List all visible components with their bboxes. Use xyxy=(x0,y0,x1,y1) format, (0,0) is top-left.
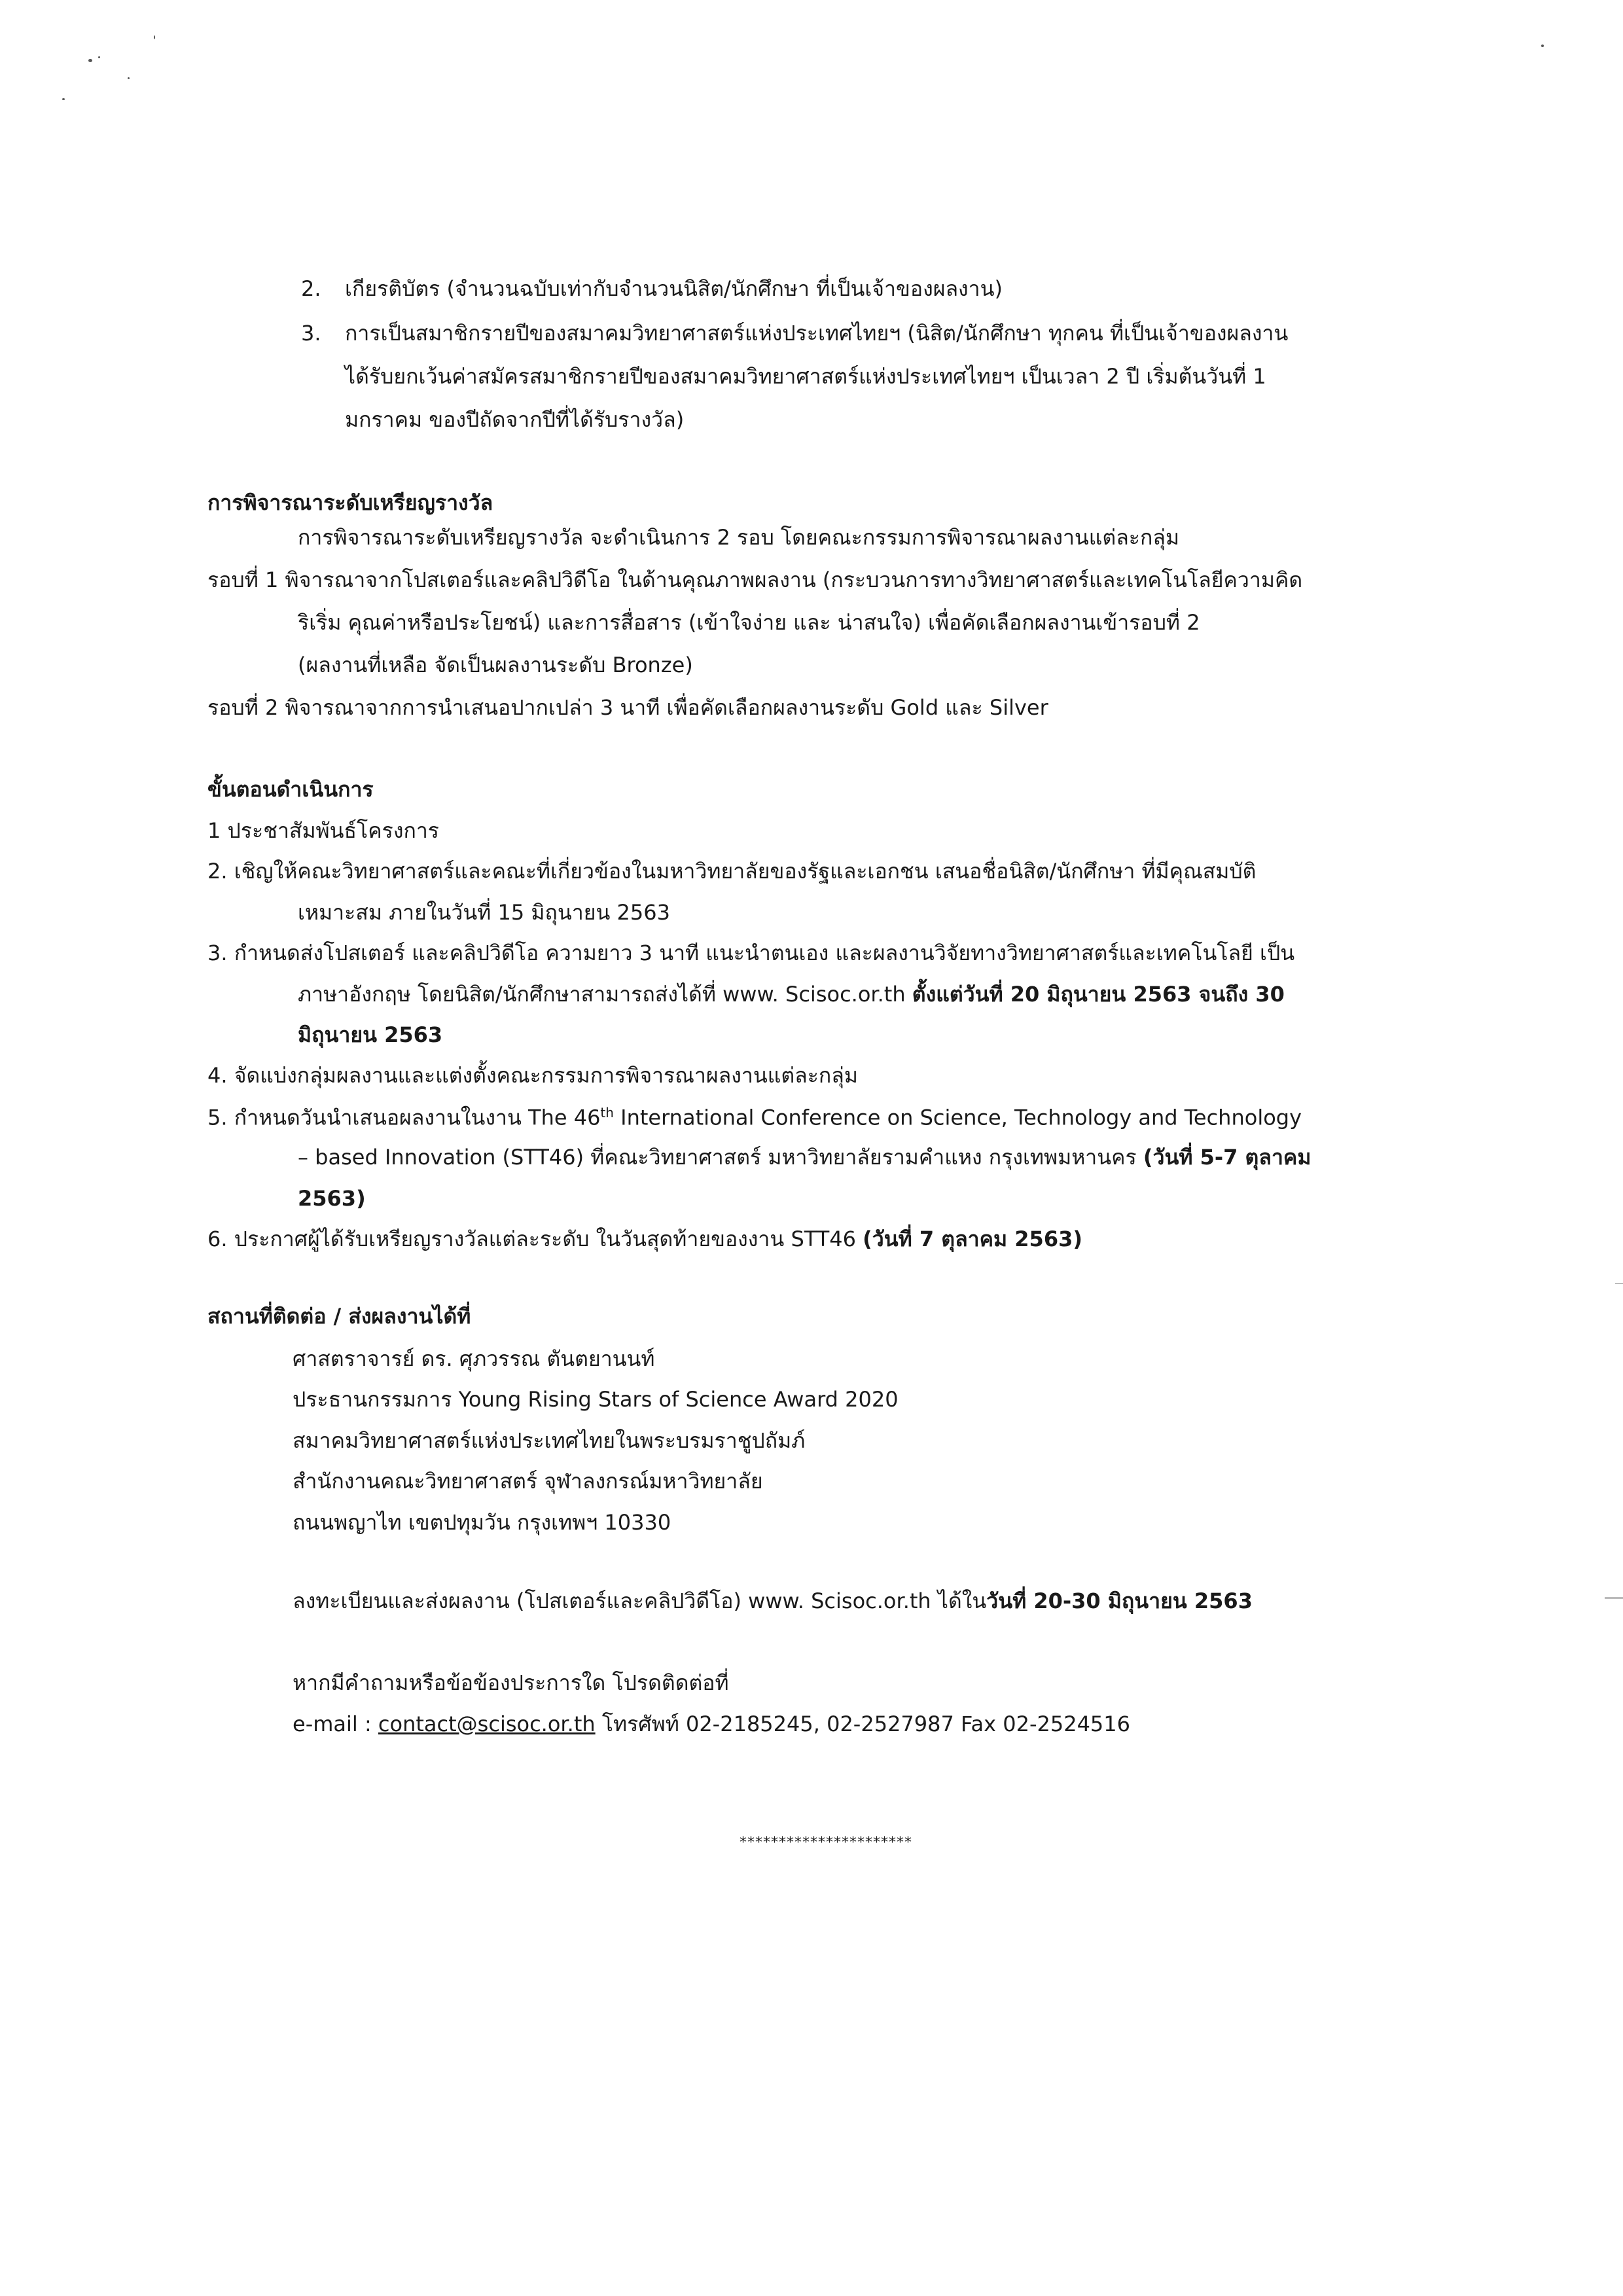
contact-name: ศาสตราจารย์ ดร. ศุภวรรณ ตันตยานนท์ xyxy=(293,1346,655,1371)
medal-section-heading: การพิจารณาระดับเหรียญรางวัล xyxy=(207,490,493,515)
scan-speck xyxy=(154,35,155,39)
email-link[interactable]: contact@scisoc.or.th xyxy=(378,1712,596,1736)
procedure-step-5-line-2 xyxy=(298,1147,1311,1168)
procedure-step-3-text: ภาษาอังกฤษ โดยนิสิต/นักศึกษาสามารถส่งได้ที่ www. Scisoc.or.th xyxy=(298,982,912,1007)
contact-heading: สถานที่ติดต่อ / ส่งผลงานได้ที่ xyxy=(207,1304,471,1329)
scan-speck xyxy=(98,56,100,58)
contact-organization: สมาคมวิทยาศาสตร์แห่งประเทศไทยในพระบรมราชูปถัมภ์ xyxy=(293,1428,806,1453)
procedure-step-2-line-1: 2. เชิญให้คณะวิทยาศาสตร์และคณะที่เกี่ยวข้องในมหาวิทยาลัยของรัฐและเอกชน เสนอชื่อนิสิต/นักศึกษา ที่มีคุณสมบัติ xyxy=(207,859,1257,884)
contact-office: สำนักงานคณะวิทยาศาสตร์ จุฬาลงกรณ์มหาวิทยาลัย xyxy=(293,1469,763,1494)
footer-stars: ********************** xyxy=(740,1835,912,1851)
scan-speck xyxy=(62,98,65,100)
round-1-line-1: รอบที่ 1 พิจารณาจากโปสเตอร์และคลิปวิดีโอ ในด้านคุณภาพผลงาน (กระบวนการทางวิทยาศาสตร์และเทคโนโลยีความคิด xyxy=(207,567,1303,592)
contact-address: ถนนพญาไท เขตปทุมวัน กรุงเทพฯ 10330 xyxy=(293,1510,671,1535)
procedure-step-3-line-3: มิถุนายน 2563 xyxy=(298,1022,443,1047)
scan-edge-mark xyxy=(1615,1283,1623,1284)
phone-fax: โทรศัพท์ 02-2185245, 02-2527987 Fax 02-2524516 xyxy=(595,1712,1130,1736)
round-1-line-2: ริเริ่ม คุณค่าหรือประโยชน์) และการสื่อสาร (เข้าใจง่าย และ น่าสนใจ) เพื่อคัดเลือกผลงานเข้ารอบที่ 2 xyxy=(298,610,1200,635)
procedure-step-2-line-2: เหมาะสม ภายในวันที่ 15 มิถุนายน 2563 xyxy=(298,900,670,925)
award-item-3-line-1: การเป็นสมาชิกรายปีของสมาคมวิทยาศาสตร์แห่งประเทศไทยฯ (นิสิต/นักศึกษา ทุกคน ที่เป็นเจ้าของผลงาน xyxy=(345,321,1289,346)
email-label: e-mail : xyxy=(293,1712,378,1736)
award-item-3-number: 3. xyxy=(301,321,321,346)
procedure-step-1: 1 ประชาสัมพันธ์โครงการ xyxy=(207,818,439,843)
procedure-step-3-line-2 xyxy=(298,984,1285,1005)
procedure-heading: ขั้นตอนดำเนินการ xyxy=(207,777,374,802)
round-1-line-3: (ผลงานที่เหลือ จัดเป็นผลงานระดับ Bronze) xyxy=(298,653,693,677)
procedure-step-5-venue: – based Innovation (STT46) ที่คณะวิทยาศาสตร์ มหาวิทยาลัยรามคำแหง กรุงเทพมหานคร xyxy=(298,1145,1143,1170)
procedure-step-3-line-1: 3. กำหนดส่งโปสเตอร์ และคลิปวิดีโอ ความยาว 3 นาที แนะนำตนเอง และผลงานวิจัยทางวิทยาศาสตร์และเทคโนโลยี เป็น xyxy=(207,941,1295,965)
procedure-step-6-text: 6. ประกาศผู้ได้รับเหรียญรางวัลแต่ละระดับ ในวันสุดท้ายของงาน STT46 xyxy=(207,1227,863,1251)
award-item-2-number: 2. xyxy=(301,276,321,301)
registration-line xyxy=(293,1590,1253,1611)
scan-speck xyxy=(128,77,130,79)
scan-speck xyxy=(88,59,92,62)
round-2-line: รอบที่ 2 พิจารณาจากการนำเสนอปากเปล่า 3 นาที เพื่อคัดเลือกผลงานระดับ Gold และ Silver xyxy=(207,695,1048,720)
procedure-step-6-date: (วันที่ 7 ตุลาคม 2563) xyxy=(863,1227,1082,1251)
medal-section-intro: การพิจารณาระดับเหรียญรางวัล จะดำเนินการ 2 รอบ โดยคณะกรรมการพิจารณาผลงานแต่ละกลุ่ม xyxy=(298,525,1180,550)
ordinal-superscript: th xyxy=(600,1105,614,1121)
registration-dates: วันที่ 20-30 มิถุนายน 2563 xyxy=(986,1588,1253,1613)
contact-details-line xyxy=(293,1713,1130,1734)
procedure-step-5-line-3: 2563) xyxy=(298,1186,366,1211)
procedure-step-4: 4. จัดแบ่งกลุ่มผลงานและแต่งตั้งคณะกรรมการพิจารณาผลงานแต่ละกลุ่ม xyxy=(207,1063,858,1088)
procedure-step-6 xyxy=(207,1229,1082,1249)
award-item-3-line-2: ได้รับยกเว้นค่าสมัครสมาชิกรายปีของสมาคมวิทยาศาสตร์แห่งประเทศไทยฯ เป็นเวลา 2 ปี เริ่มต้นวันที่ 1 xyxy=(345,364,1266,389)
question-line: หากมีคำถามหรือข้อข้องประการใด โปรดติดต่อที่ xyxy=(293,1670,729,1695)
procedure-step-5-text: 5. กำหนดวันนำเสนอผลงานในงาน The 46 xyxy=(207,1105,601,1130)
procedure-step-5-dates: (วันที่ 5-7 ตุลาคม xyxy=(1143,1145,1311,1170)
procedure-step-5-line-1 xyxy=(207,1106,1302,1128)
scan-edge-mark xyxy=(1605,1597,1623,1599)
registration-text: ลงทะเบียนและส่งผลงาน (โปสเตอร์และคลิปวิดีโอ) www. Scisoc.or.th ได้ใน xyxy=(293,1588,987,1613)
procedure-step-3-dates: ตั้งแต่วันที่ 20 มิถุนายน 2563 จนถึง 30 xyxy=(912,982,1285,1007)
procedure-step-5-conference: International Conference on Science, Technology and Technology xyxy=(613,1105,1302,1130)
contact-position: ประธานกรรมการ Young Rising Stars of Science Award 2020 xyxy=(293,1387,899,1412)
scan-speck xyxy=(1541,45,1544,47)
award-item-2-text: เกียรติบัตร (จำนวนฉบับเท่ากับจำนวนนิสิต/นักศึกษา ที่เป็นเจ้าของผลงาน) xyxy=(345,276,1003,301)
award-item-3-line-3: มกราคม ของปีถัดจากปีที่ได้รับรางวัล) xyxy=(345,407,685,432)
